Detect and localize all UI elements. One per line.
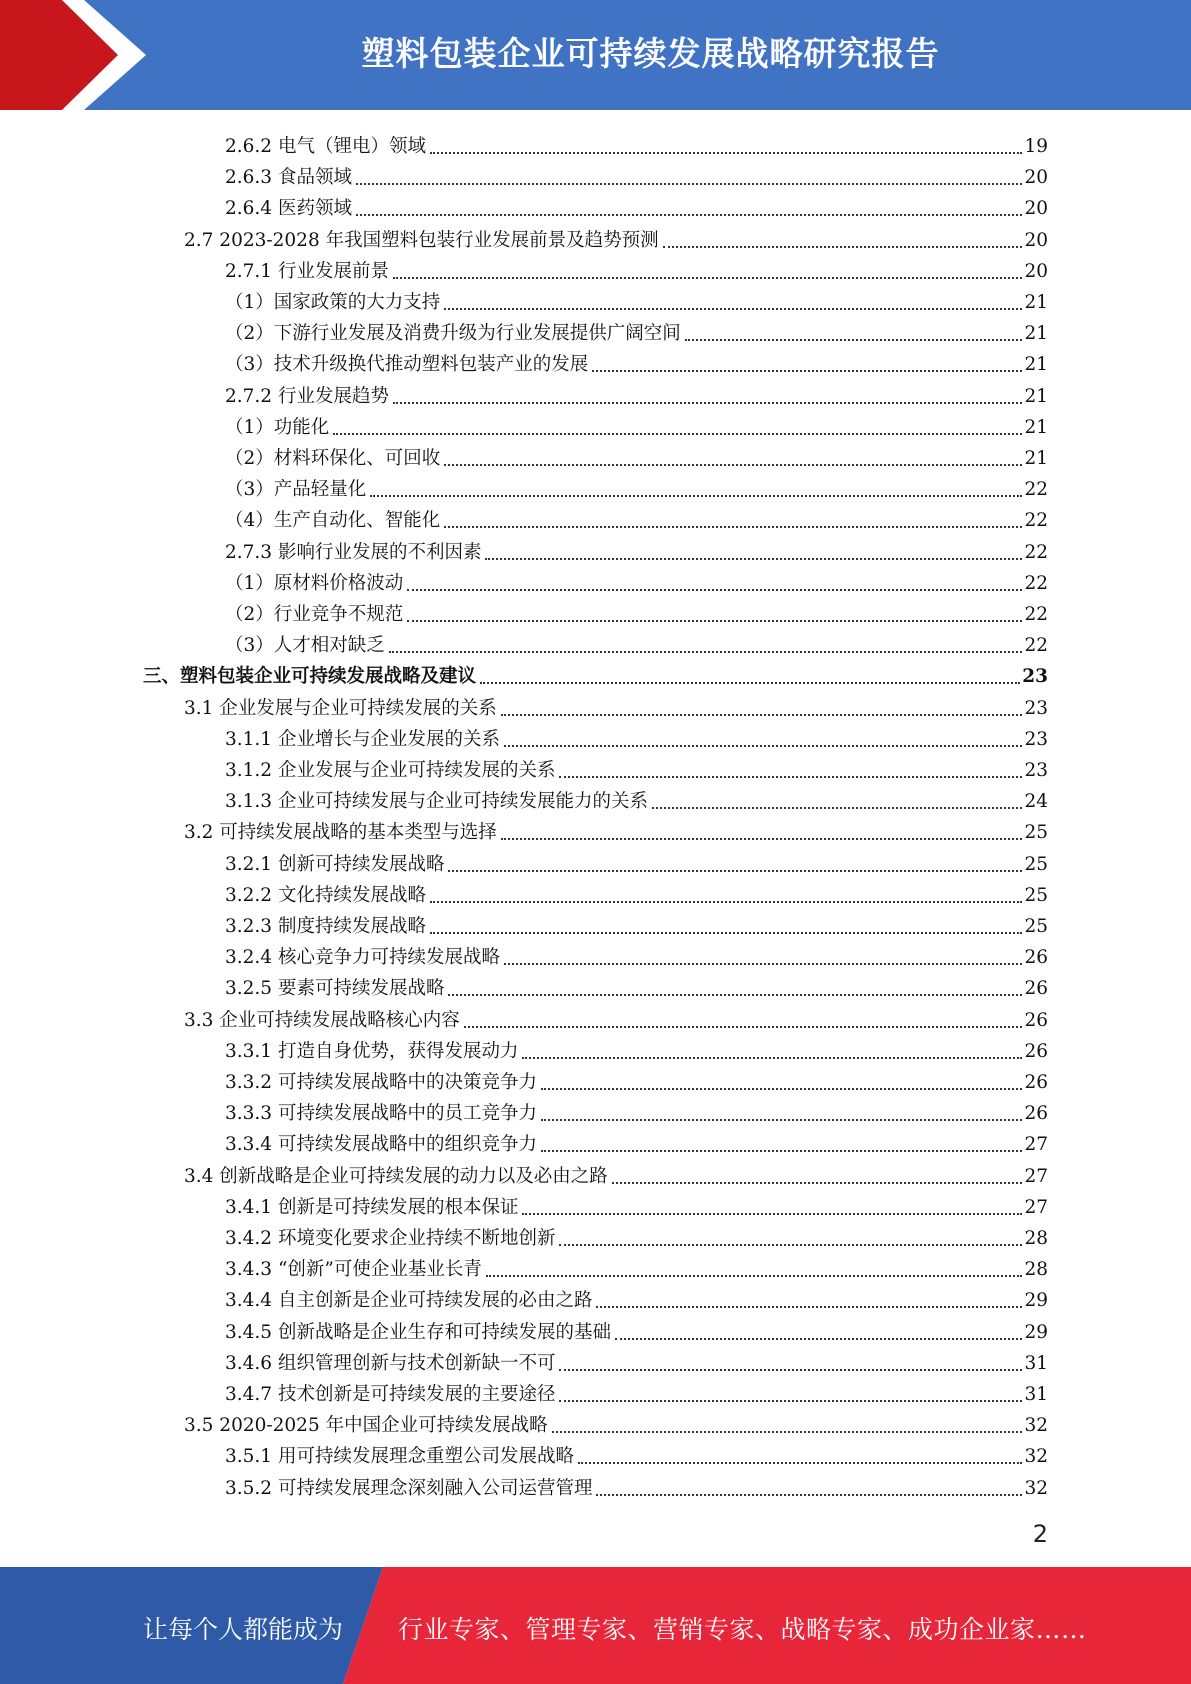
toc-entry-page: 25 [1024,916,1048,937]
toc-entry-page: 23 [1024,728,1048,750]
toc-dot-leader [370,494,1022,497]
toc-entry-label: （4）生产自动化、智能化 [225,510,441,532]
toc-entry[interactable] [225,938,1048,969]
toc-entry-label: （1）国家政策的大力支持 [225,292,441,313]
toc-entry[interactable] [225,470,1048,501]
toc-entry-label: 3.2.2 文化持续发展战略 [225,884,426,906]
toc-entry[interactable] [225,283,1048,314]
toc-entry-label: （3）技术升级换代推动塑料包装产业的发展 [225,354,589,376]
toc-entry[interactable] [225,127,1048,158]
toc-entry-label: 2.7.1 行业发展前景 [225,260,389,282]
toc-entry-label: 3.3.2 可持续发展战略中的决策竞争力 [225,1072,537,1093]
toc-entry-page: 22 [1024,604,1048,625]
toc-dot-leader [444,463,1022,466]
toc-entry[interactable] [225,1219,1048,1250]
toc-entry-label: 3.4.1 创新是可持续发展的根本保证 [225,1196,519,1218]
toc-dot-leader [389,650,1023,653]
toc-dot-leader [596,1493,1022,1496]
toc-dot-leader [407,619,1022,622]
toc-entry-page: 21 [1024,292,1048,313]
toc-entry-page: 26 [1024,1040,1048,1062]
toc-dot-leader [685,338,1023,341]
footer-slogan: 让每个人都能成为 [143,1615,344,1644]
toc-dot-leader [578,1461,1022,1464]
toc-entry[interactable] [225,969,1048,1000]
toc-entry-page: 20 [1024,260,1048,282]
toc-entry[interactable] [225,377,1048,408]
toc-entry-page: 26 [1024,947,1048,969]
toc-entry-page: 20 [1024,229,1048,251]
toc-entry-label: 3.3 企业可持续发展战略核心内容 [184,1009,460,1031]
toc-entry[interactable] [225,533,1048,564]
toc-entry-page: 24 [1024,791,1048,813]
toc-entry-label: 3.4.3 “创新”可使企业基业长青 [225,1259,482,1281]
toc-entry-page: 29 [1024,1290,1048,1312]
toc-entry[interactable] [225,595,1048,626]
toc-entry[interactable] [225,1437,1048,1468]
toc-dot-leader [612,1181,1023,1184]
toc-entry-label: （2）下游行业发展及消费升级为行业发展提供广阔空间 [225,323,681,345]
toc-dot-leader [444,307,1022,310]
toc-entry[interactable] [225,408,1048,439]
toc-entry-label: 3.1.2 企业发展与企业可持续发展的关系 [225,760,556,781]
toc-entry-page: 21 [1024,448,1048,469]
toc-entry-label: 3.4.2 环境变化要求企业持续不断地创新 [225,1228,556,1249]
toc-dot-leader [407,588,1022,591]
toc-entry[interactable] [225,252,1048,283]
toc-entry-page: 29 [1024,1321,1048,1343]
toc-dot-leader [444,525,1022,528]
toc-dot-leader [448,869,1022,872]
toc-entry-page: 22 [1024,635,1048,657]
toc-dot-leader [504,744,1022,747]
toc-entry-page: 20 [1024,198,1048,220]
toc-dot-leader [430,931,1022,934]
toc-entry[interactable] [225,1188,1048,1219]
toc-entry-label: 3.3.3 可持续发展战略中的员工竞争力 [225,1103,537,1125]
toc-entry-page: 23 [1022,666,1048,688]
toc-dot-leader [485,557,1022,560]
toc-entry-page: 26 [1024,1009,1048,1031]
toc-entry-label: 3.2.5 要素可持续发展战略 [225,978,445,1000]
toc-entry[interactable] [225,876,1048,907]
toc-dot-leader [615,1337,1022,1340]
toc-entry[interactable] [184,813,1048,844]
report-footer [0,1567,1191,1684]
toc-entry-label: 3.5 2020-2025 年中国企业可持续发展战略 [184,1415,548,1437]
toc-entry-label: 3.2.1 创新可持续发展战略 [225,853,445,875]
toc-entry-label: （2）行业竞争不规范 [225,604,404,625]
toc-entry-page: 25 [1024,884,1048,906]
toc-entry-page: 22 [1024,479,1048,501]
toc-entry-page: 22 [1024,572,1048,594]
toc-dot-leader [652,806,1022,809]
toc-dot-leader [333,432,1022,435]
toc-entry-page: 20 [1024,167,1048,189]
toc-entry-label: 2.6.3 食品领域 [225,167,352,189]
toc-dot-leader [559,775,1022,778]
toc-entry[interactable] [225,564,1048,595]
toc-entry-label: 2.7 2023-2028 年我国塑料包装行业发展前景及趋势预测 [184,229,659,251]
toc-entry-page: 25 [1024,853,1048,875]
toc-entry[interactable] [225,439,1048,470]
toc-dot-leader [448,993,1022,996]
toc-entry-page: 26 [1024,978,1048,1000]
toc-entry-label: 3.1.1 企业增长与企业发展的关系 [225,728,500,750]
toc-entry[interactable] [225,501,1048,532]
toc-entry-label: 2.6.2 电气（锂电）领域 [225,136,426,157]
toc-entry[interactable] [225,1032,1048,1063]
toc-dot-leader [522,1056,1022,1059]
toc-dot-leader [596,1305,1022,1308]
toc-entry[interactable] [225,1281,1048,1312]
toc-entry-page: 31 [1024,1352,1048,1374]
toc-entry[interactable] [184,1406,1048,1437]
toc-entry[interactable] [225,158,1048,189]
page-number: 2 [1032,1520,1048,1548]
toc-entry[interactable] [225,720,1048,751]
toc-dot-leader [356,182,1023,185]
toc-entry[interactable] [225,626,1048,657]
toc-entry-page: 21 [1024,354,1048,376]
toc-entry[interactable] [225,782,1048,813]
toc-dot-leader [559,1243,1022,1246]
toc-dot-leader [486,1274,1023,1277]
toc-dot-leader [559,1399,1022,1402]
toc-entry-page: 25 [1024,822,1048,844]
toc-entry-label: 3.1 企业发展与企业可持续发展的关系 [184,697,497,719]
toc-entry-label: 2.6.4 医药领域 [225,198,352,220]
toc-entry-page: 27 [1024,1165,1048,1187]
toc-entry[interactable] [184,1157,1048,1188]
toc-entry-label: 2.7.3 影响行业发展的不利因素 [225,541,482,563]
toc-dot-leader [393,276,1022,279]
toc-entry[interactable] [225,1375,1048,1406]
toc-entry[interactable] [225,1469,1048,1500]
toc-entry[interactable] [225,1344,1048,1375]
toc-dot-leader [552,1430,1023,1433]
toc-entry-page: 21 [1024,385,1048,407]
toc-entry-label: 3.2.4 核心竞争力可持续发展战略 [225,947,500,969]
toc-entry-label: 3.5.1 用可持续发展理念重塑公司发展战略 [225,1446,574,1468]
toc-entry[interactable] [225,1250,1048,1281]
toc-entry-page: 28 [1024,1228,1048,1249]
toc-entry[interactable] [225,751,1048,782]
toc-entry-page: 27 [1024,1196,1048,1218]
toc-entry-label: 3.5.2 可持续发展理念深刻融入公司运营管理 [225,1477,593,1499]
toc-entry[interactable] [184,689,1048,720]
toc-entry-page: 23 [1024,697,1048,719]
toc-entry-label: 3.4.4 自主创新是企业可持续发展的必由之路 [225,1290,593,1312]
toc-dot-leader [501,837,1023,840]
toc-entry-page: 23 [1024,760,1048,781]
toc-entry-page: 21 [1024,416,1048,438]
toc-entry-page: 31 [1024,1384,1048,1405]
toc-entry-label: 3.4.6 组织管理创新与技术创新缺一不可 [225,1352,556,1374]
toc-entry-label: 三、塑料包装企业可持续发展战略及建议 [143,666,477,688]
toc-entry-page: 26 [1024,1072,1048,1093]
toc-dot-leader [592,369,1022,372]
toc-entry-label: 3.3.1 打造自身优势，获得发展动力 [225,1040,519,1062]
toc-entry-label: （1）功能化 [225,416,330,438]
toc-dot-leader [356,213,1023,216]
toc-entry[interactable] [225,345,1048,376]
toc-dot-leader [430,151,1022,154]
toc-entry-page: 19 [1024,136,1048,157]
toc-entry-page: 22 [1024,541,1048,563]
toc-entry[interactable] [143,657,1048,688]
toc-entry[interactable] [225,1094,1048,1125]
toc-entry-label: （2）材料环保化、可回收 [225,448,441,469]
toc-dot-leader [464,1025,1023,1028]
toc-dot-leader [501,713,1023,716]
toc-entry[interactable] [225,189,1048,220]
toc-dot-leader [393,401,1022,404]
toc-entry-page: 27 [1024,1134,1048,1156]
toc-entry-page: 32 [1024,1415,1048,1437]
toc-entry-label: 3.4 创新战略是企业可持续发展的动力以及必由之路 [184,1165,608,1187]
toc-entry[interactable] [225,845,1048,876]
toc-entry[interactable] [184,221,1048,252]
toc-entry-label: 3.3.4 可持续发展战略中的组织竞争力 [225,1134,537,1156]
report-header [0,0,1191,110]
toc-entry[interactable] [225,314,1048,345]
toc-dot-leader [541,1118,1022,1121]
toc-entry[interactable] [225,1313,1048,1344]
toc-entry-page: 21 [1024,323,1048,345]
toc-entry[interactable] [225,1063,1048,1094]
toc-entry-page: 26 [1024,1103,1048,1125]
toc-dot-leader [559,1368,1022,1371]
toc-dot-leader [541,1149,1022,1152]
toc-dot-leader [663,245,1023,248]
report-title: 塑料包装企业可持续发展战略研究报告 [361,34,940,73]
toc-dot-leader [522,1212,1022,1215]
toc-entry-page: 32 [1024,1477,1048,1499]
toc-entry-label: 3.4.5 创新战略是企业生存和可持续发展的基础 [225,1321,611,1343]
toc-entry[interactable] [225,1125,1048,1156]
toc-dot-leader [480,681,1020,684]
toc-entry-label: 2.7.2 行业发展趋势 [225,385,389,407]
toc-dot-leader [504,962,1022,965]
toc-entry-page: 28 [1024,1259,1048,1281]
toc-dot-leader [541,1087,1022,1090]
toc-entry[interactable] [225,907,1048,938]
toc-entry-label: （3）人才相对缺乏 [225,635,385,657]
toc-entry-page: 32 [1024,1446,1048,1468]
toc-entry[interactable] [184,1001,1048,1032]
footer-tagline: 行业专家、管理专家、营销专家、战略专家、成功企业家…… [398,1615,1087,1644]
toc-entry-label: （1）原材料价格波动 [225,572,404,594]
toc-entry-label: 3.2 可持续发展战略的基本类型与选择 [184,822,497,844]
toc-entry-label: 3.1.3 企业可持续发展与企业可持续发展能力的关系 [225,791,648,813]
toc-entry-page: 22 [1024,510,1048,532]
toc-entry-label: 3.2.3 制度持续发展战略 [225,916,426,937]
toc-entry-label: （3）产品轻量化 [225,479,367,501]
toc-entry-label: 3.4.7 技术创新是可持续发展的主要途径 [225,1384,556,1405]
toc-dot-leader [430,900,1022,903]
